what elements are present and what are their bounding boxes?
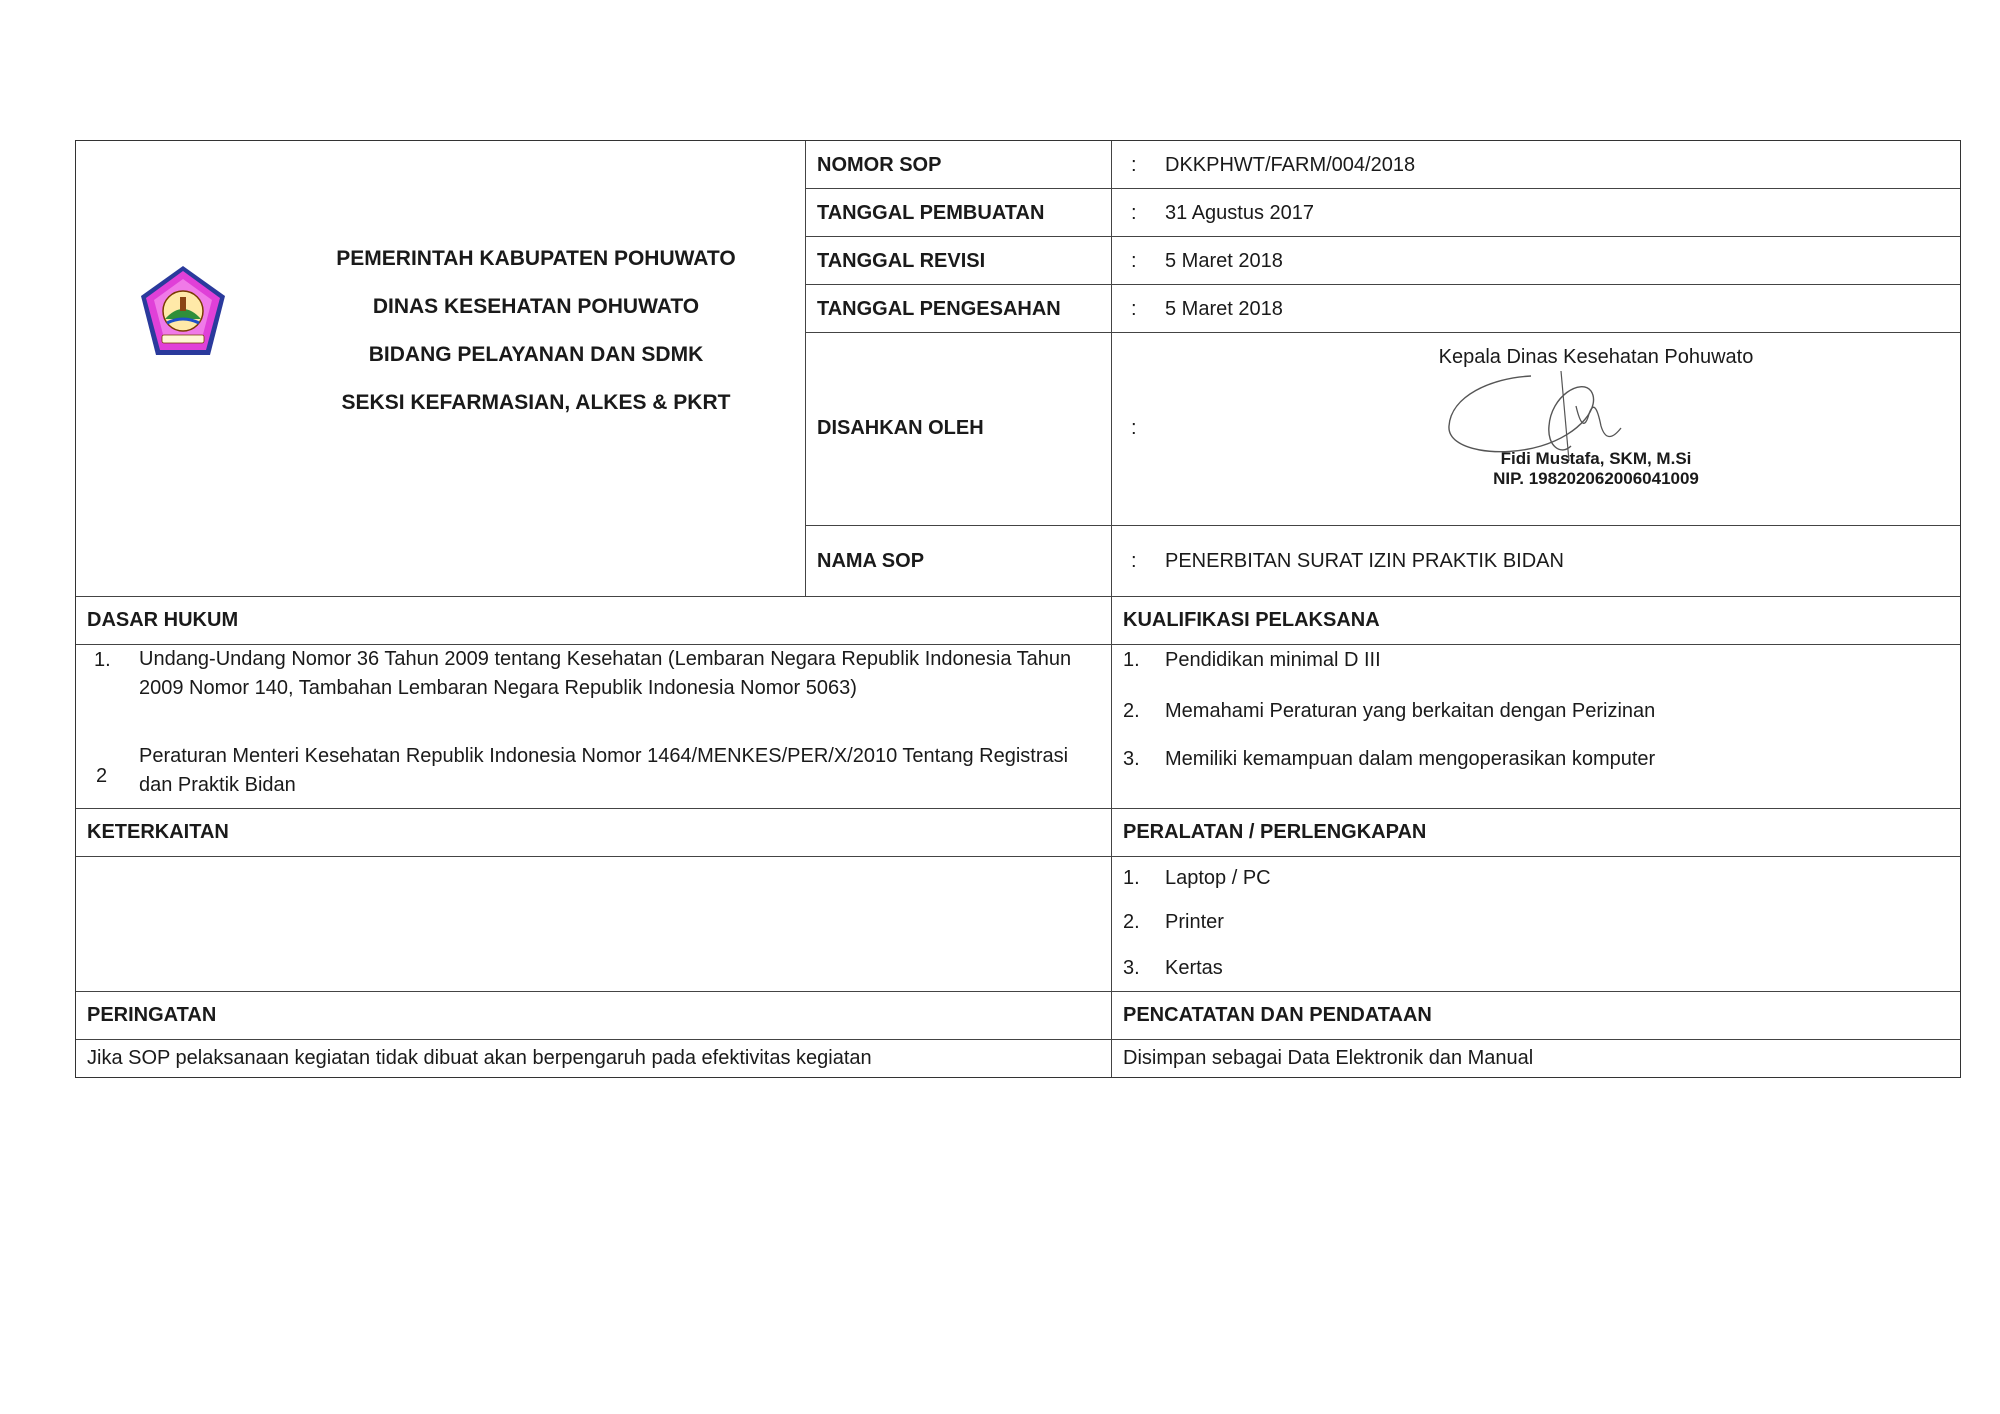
divider	[76, 596, 1960, 597]
divider	[1111, 141, 1112, 1077]
list-item-number: 3.	[1123, 748, 1140, 770]
colon: :	[1131, 417, 1137, 439]
list-item-number: 3.	[1123, 957, 1140, 979]
approval-date-value: 5 Maret 2018	[1165, 298, 1283, 320]
approver-title: Kepala Dinas Kesehatan Pohuwato	[1438, 346, 1754, 368]
divider	[76, 856, 1960, 857]
regency-logo-icon	[138, 263, 228, 361]
divider	[76, 1039, 1960, 1040]
divider	[805, 236, 1960, 237]
legal-basis-heading: DASAR HUKUM	[87, 609, 239, 631]
colon: :	[1131, 202, 1137, 224]
list-item: Printer	[1165, 911, 1224, 933]
divider	[805, 525, 1960, 526]
list-item: Laptop / PC	[1165, 867, 1271, 889]
institution-line: DINAS KESEHATAN POHUWATO	[372, 295, 700, 318]
regency-logo	[138, 263, 228, 361]
institution-line: PEMERINTAH KABUPATEN POHUWATO	[336, 247, 736, 270]
institution-line: SEKSI KEFARMASIAN, ALKES & PKRT	[341, 391, 731, 414]
records-text: Disimpan sebagai Data Elektronik dan Manual	[1123, 1047, 1534, 1069]
created-date-label: TANGGAL PEMBUATAN	[817, 202, 1045, 224]
revision-date-label: TANGGAL REVISI	[817, 250, 986, 272]
warning-text: Jika SOP pelaksanaan kegiatan tidak dibuat akan berpengaruh pada efektivitas kegiatan	[87, 1047, 872, 1069]
records-heading: PENCATATAN DAN PENDATAAN	[1123, 1004, 1432, 1026]
list-item-number: 1.	[1123, 649, 1140, 671]
created-date-value: 31 Agustus 2017	[1165, 202, 1315, 224]
qualification-heading: KUALIFIKASI PELAKSANA	[1123, 609, 1380, 631]
divider	[805, 332, 1960, 333]
related-heading: KETERKAITAN	[87, 821, 229, 843]
revision-date-value: 5 Maret 2018	[1165, 250, 1283, 272]
colon: :	[1131, 250, 1137, 272]
colon: :	[1131, 550, 1137, 572]
list-item-number: 1.	[94, 649, 111, 671]
approver-nip: NIP. 198202062006041009	[1493, 469, 1699, 488]
divider	[76, 808, 1960, 809]
sop-number-value: DKKPHWT/FARM/004/2018	[1165, 154, 1416, 176]
colon: :	[1131, 154, 1137, 176]
sop-number-label: NOMOR SOP	[817, 154, 942, 176]
list-item: Kertas	[1165, 957, 1223, 979]
equipment-heading: PERALATAN / PERLENGKAPAN	[1123, 821, 1427, 843]
approved-by-label: DISAHKAN OLEH	[817, 417, 984, 439]
approval-date-label: TANGGAL PENGESAHAN	[817, 298, 1061, 320]
list-item: Memahami Peraturan yang berkaitan dengan Perizinan	[1165, 700, 1656, 722]
list-item-number: 1.	[1123, 867, 1140, 889]
divider	[805, 141, 806, 597]
list-item: Memiliki kemampuan dalam mengoperasikan komputer	[1165, 748, 1656, 770]
divider	[805, 284, 1960, 285]
divider	[76, 991, 1960, 992]
sop-name-value: PENERBITAN SURAT IZIN PRAKTIK BIDAN	[1165, 550, 1564, 572]
sop-document	[75, 140, 1961, 1078]
approver-name: Fidi Mustafa, SKM, M.Si	[1500, 449, 1692, 468]
list-item-number: 2	[96, 765, 108, 787]
warning-heading: PERINGATAN	[87, 1004, 217, 1026]
sop-name-label: NAMA SOP	[817, 550, 925, 572]
list-item: Undang-Undang Nomor 36 Tahun 2009 tentang Kesehatan (Lembaran Negara Republik Indonesia Tahun 2009 Nomor 140, Tambahan Lembaran Negara Republik Indonesia Nomor 5063)	[139, 648, 1072, 699]
colon: :	[1131, 298, 1137, 320]
list-item: Peraturan Menteri Kesehatan Republik Indonesia Nomor 1464/MENKES/PER/X/2010 Tentang Registrasi dan Praktik Bidan	[139, 745, 1069, 796]
divider	[805, 188, 1960, 189]
list-item-number: 2.	[1123, 911, 1140, 933]
list-item-number: 2.	[1123, 700, 1140, 722]
list-item: Pendidikan minimal D III	[1165, 649, 1381, 671]
institution-line: BIDANG PELAYANAN DAN SDMK	[368, 343, 704, 366]
